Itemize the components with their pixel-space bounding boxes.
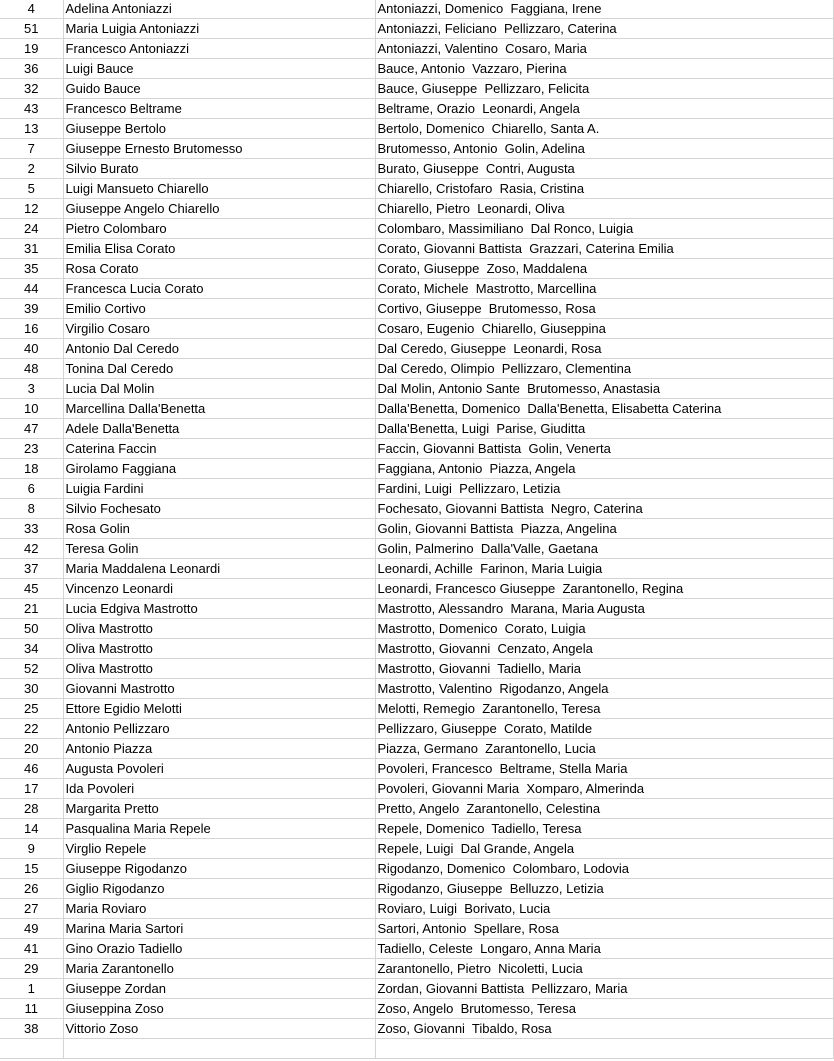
name-cell[interactable]: Pasqualina Maria Repele bbox=[63, 819, 375, 839]
name-cell[interactable]: Adele Dalla'Benetta bbox=[63, 419, 375, 439]
table-row[interactable] bbox=[0, 19, 833, 39]
table-row[interactable] bbox=[0, 639, 833, 659]
parents-cell[interactable]: Brutomesso, Antonio Golin, Adelina bbox=[375, 139, 833, 159]
parents-cell[interactable]: Repele, Domenico Tadiello, Teresa bbox=[375, 819, 833, 839]
parents-cell[interactable]: Zoso, Giovanni Tibaldo, Rosa bbox=[375, 1019, 833, 1039]
table-row[interactable] bbox=[0, 819, 833, 839]
name-cell[interactable]: Adelina Antoniazzi bbox=[63, 0, 375, 19]
parents-cell[interactable]: Mastrotto, Giovanni Tadiello, Maria bbox=[375, 659, 833, 679]
id-cell[interactable]: 51 bbox=[0, 19, 63, 39]
id-cell[interactable]: 18 bbox=[0, 459, 63, 479]
table-row[interactable] bbox=[0, 259, 833, 279]
name-cell[interactable]: Augusta Povoleri bbox=[63, 759, 375, 779]
id-cell[interactable]: 7 bbox=[0, 139, 63, 159]
id-cell[interactable]: 3 bbox=[0, 379, 63, 399]
parents-cell[interactable]: Corato, Giuseppe Zoso, Maddalena bbox=[375, 259, 833, 279]
table-row[interactable] bbox=[0, 399, 833, 419]
table-row[interactable] bbox=[0, 39, 833, 59]
id-cell[interactable]: 9 bbox=[0, 839, 63, 859]
name-cell[interactable]: Francesco Beltrame bbox=[63, 99, 375, 119]
name-cell[interactable]: Tonina Dal Ceredo bbox=[63, 359, 375, 379]
id-cell[interactable]: 48 bbox=[0, 359, 63, 379]
id-cell[interactable]: 39 bbox=[0, 299, 63, 319]
id-cell[interactable]: 49 bbox=[0, 919, 63, 939]
name-cell[interactable]: Giglio Rigodanzo bbox=[63, 879, 375, 899]
id-cell[interactable]: 25 bbox=[0, 699, 63, 719]
name-cell[interactable]: Giuseppe Rigodanzo bbox=[63, 859, 375, 879]
id-cell[interactable]: 1 bbox=[0, 979, 63, 999]
id-cell[interactable]: 14 bbox=[0, 819, 63, 839]
parents-cell[interactable]: Melotti, Remegio Zarantonello, Teresa bbox=[375, 699, 833, 719]
name-cell[interactable]: Luigi Mansueto Chiarello bbox=[63, 179, 375, 199]
name-cell[interactable]: Girolamo Faggiana bbox=[63, 459, 375, 479]
parents-cell[interactable]: Golin, Palmerino Dalla'Valle, Gaetana bbox=[375, 539, 833, 559]
parents-cell[interactable]: Sartori, Antonio Spellare, Rosa bbox=[375, 919, 833, 939]
id-cell[interactable]: 41 bbox=[0, 939, 63, 959]
name-cell[interactable]: Maria Maddalena Leonardi bbox=[63, 559, 375, 579]
table-row[interactable] bbox=[0, 879, 833, 899]
id-cell[interactable] bbox=[0, 1039, 63, 1059]
parents-cell[interactable]: Tadiello, Celeste Longaro, Anna Maria bbox=[375, 939, 833, 959]
parents-cell[interactable]: Povoleri, Francesco Beltrame, Stella Maria bbox=[375, 759, 833, 779]
parents-cell[interactable]: Bauce, Antonio Vazzaro, Pierina bbox=[375, 59, 833, 79]
parents-cell[interactable]: Povoleri, Giovanni Maria Xomparo, Almerinda bbox=[375, 779, 833, 799]
table-row[interactable] bbox=[0, 739, 833, 759]
table-row[interactable] bbox=[0, 179, 833, 199]
parents-cell[interactable]: Leonardi, Francesco Giuseppe Zarantonello, Regina bbox=[375, 579, 833, 599]
table-row[interactable] bbox=[0, 219, 833, 239]
name-cell[interactable]: Giuseppina Zoso bbox=[63, 999, 375, 1019]
table-row[interactable] bbox=[0, 1019, 833, 1039]
table-row[interactable] bbox=[0, 759, 833, 779]
id-cell[interactable]: 44 bbox=[0, 279, 63, 299]
table-row[interactable] bbox=[0, 579, 833, 599]
parents-cell[interactable]: Roviaro, Luigi Borivato, Lucia bbox=[375, 899, 833, 919]
parents-cell[interactable]: Burato, Giuseppe Contri, Augusta bbox=[375, 159, 833, 179]
table-row[interactable] bbox=[0, 699, 833, 719]
id-cell[interactable]: 47 bbox=[0, 419, 63, 439]
id-cell[interactable]: 16 bbox=[0, 319, 63, 339]
id-cell[interactable]: 26 bbox=[0, 879, 63, 899]
id-cell[interactable]: 4 bbox=[0, 0, 63, 19]
table-row[interactable] bbox=[0, 659, 833, 679]
id-cell[interactable]: 11 bbox=[0, 999, 63, 1019]
parents-cell[interactable]: Chiarello, Cristofaro Rasia, Cristina bbox=[375, 179, 833, 199]
name-cell[interactable]: Giuseppe Bertolo bbox=[63, 119, 375, 139]
parents-cell[interactable]: Bauce, Giuseppe Pellizzaro, Felicita bbox=[375, 79, 833, 99]
name-cell[interactable]: Guido Bauce bbox=[63, 79, 375, 99]
parents-cell[interactable]: Rigodanzo, Domenico Colombaro, Lodovia bbox=[375, 859, 833, 879]
table-row[interactable] bbox=[0, 359, 833, 379]
id-cell[interactable]: 38 bbox=[0, 1019, 63, 1039]
table-row[interactable] bbox=[0, 79, 833, 99]
name-cell[interactable]: Emilio Cortivo bbox=[63, 299, 375, 319]
parents-cell[interactable]: Antoniazzi, Feliciano Pellizzaro, Caterina bbox=[375, 19, 833, 39]
table-row[interactable] bbox=[0, 99, 833, 119]
name-cell[interactable]: Lucia Edgiva Mastrotto bbox=[63, 599, 375, 619]
table-row[interactable] bbox=[0, 919, 833, 939]
id-cell[interactable]: 31 bbox=[0, 239, 63, 259]
parents-cell[interactable]: Mastrotto, Domenico Corato, Luigia bbox=[375, 619, 833, 639]
parents-cell[interactable]: Cosaro, Eugenio Chiarello, Giuseppina bbox=[375, 319, 833, 339]
parents-cell[interactable]: Mastrotto, Alessandro Marana, Maria Augusta bbox=[375, 599, 833, 619]
name-cell[interactable]: Lucia Dal Molin bbox=[63, 379, 375, 399]
id-cell[interactable]: 52 bbox=[0, 659, 63, 679]
table-row[interactable] bbox=[0, 839, 833, 859]
name-cell[interactable]: Rosa Corato bbox=[63, 259, 375, 279]
name-cell[interactable]: Maria Roviaro bbox=[63, 899, 375, 919]
name-cell[interactable]: Giovanni Mastrotto bbox=[63, 679, 375, 699]
id-cell[interactable]: 37 bbox=[0, 559, 63, 579]
id-cell[interactable]: 30 bbox=[0, 679, 63, 699]
table-row[interactable] bbox=[0, 419, 833, 439]
id-cell[interactable]: 6 bbox=[0, 479, 63, 499]
parents-cell[interactable]: Fochesato, Giovanni Battista Negro, Caterina bbox=[375, 499, 833, 519]
table-row[interactable] bbox=[0, 239, 833, 259]
parents-cell[interactable]: Antoniazzi, Valentino Cosaro, Maria bbox=[375, 39, 833, 59]
table-row[interactable] bbox=[0, 619, 833, 639]
parents-cell[interactable]: Golin, Giovanni Battista Piazza, Angelina bbox=[375, 519, 833, 539]
id-cell[interactable]: 50 bbox=[0, 619, 63, 639]
id-cell[interactable]: 32 bbox=[0, 79, 63, 99]
parents-cell[interactable]: Piazza, Germano Zarantonello, Lucia bbox=[375, 739, 833, 759]
name-cell[interactable]: Francesco Antoniazzi bbox=[63, 39, 375, 59]
name-cell[interactable]: Giuseppe Ernesto Brutomesso bbox=[63, 139, 375, 159]
name-cell[interactable] bbox=[63, 1039, 375, 1059]
table-row[interactable] bbox=[0, 199, 833, 219]
parents-cell[interactable]: Colombaro, Massimiliano Dal Ronco, Luigia bbox=[375, 219, 833, 239]
id-cell[interactable]: 45 bbox=[0, 579, 63, 599]
parents-cell[interactable]: Repele, Luigi Dal Grande, Angela bbox=[375, 839, 833, 859]
id-cell[interactable]: 21 bbox=[0, 599, 63, 619]
id-cell[interactable]: 5 bbox=[0, 179, 63, 199]
name-cell[interactable]: Caterina Faccin bbox=[63, 439, 375, 459]
table-row[interactable] bbox=[0, 539, 833, 559]
name-cell[interactable]: Silvio Burato bbox=[63, 159, 375, 179]
id-cell[interactable]: 40 bbox=[0, 339, 63, 359]
id-cell[interactable]: 46 bbox=[0, 759, 63, 779]
parents-cell[interactable]: Leonardi, Achille Farinon, Maria Luigia bbox=[375, 559, 833, 579]
name-cell[interactable]: Gino Orazio Tadiello bbox=[63, 939, 375, 959]
parents-cell[interactable]: Corato, Giovanni Battista Grazzari, Caterina Emilia bbox=[375, 239, 833, 259]
table-row[interactable] bbox=[0, 599, 833, 619]
table-row[interactable] bbox=[0, 859, 833, 879]
name-cell[interactable]: Maria Zarantonello bbox=[63, 959, 375, 979]
name-cell[interactable]: Marcellina Dalla'Benetta bbox=[63, 399, 375, 419]
id-cell[interactable]: 23 bbox=[0, 439, 63, 459]
table-row[interactable] bbox=[0, 459, 833, 479]
name-cell[interactable]: Marina Maria Sartori bbox=[63, 919, 375, 939]
id-cell[interactable]: 20 bbox=[0, 739, 63, 759]
parents-cell[interactable]: Fardini, Luigi Pellizzaro, Letizia bbox=[375, 479, 833, 499]
table-row[interactable] bbox=[0, 559, 833, 579]
table-row[interactable] bbox=[0, 139, 833, 159]
id-cell[interactable]: 28 bbox=[0, 799, 63, 819]
parents-cell[interactable]: Mastrotto, Valentino Rigodanzo, Angela bbox=[375, 679, 833, 699]
name-cell[interactable]: Rosa Golin bbox=[63, 519, 375, 539]
name-cell[interactable]: Silvio Fochesato bbox=[63, 499, 375, 519]
name-cell[interactable]: Oliva Mastrotto bbox=[63, 639, 375, 659]
parents-cell[interactable]: Zarantonello, Pietro Nicoletti, Lucia bbox=[375, 959, 833, 979]
id-cell[interactable]: 33 bbox=[0, 519, 63, 539]
parents-cell[interactable]: Pellizzaro, Giuseppe Corato, Matilde bbox=[375, 719, 833, 739]
name-cell[interactable]: Emilia Elisa Corato bbox=[63, 239, 375, 259]
table-row[interactable] bbox=[0, 299, 833, 319]
name-cell[interactable]: Francesca Lucia Corato bbox=[63, 279, 375, 299]
name-cell[interactable]: Antonio Pellizzaro bbox=[63, 719, 375, 739]
parents-cell[interactable]: Corato, Michele Mastrotto, Marcellina bbox=[375, 279, 833, 299]
id-cell[interactable]: 29 bbox=[0, 959, 63, 979]
table-row[interactable] bbox=[0, 999, 833, 1019]
table-row[interactable] bbox=[0, 779, 833, 799]
parents-cell[interactable]: Dalla'Benetta, Luigi Parise, Giuditta bbox=[375, 419, 833, 439]
parents-cell[interactable]: Dal Ceredo, Olimpio Pellizzaro, Clementina bbox=[375, 359, 833, 379]
parents-cell[interactable]: Faccin, Giovanni Battista Golin, Venerta bbox=[375, 439, 833, 459]
id-cell[interactable]: 8 bbox=[0, 499, 63, 519]
name-cell[interactable]: Virgilio Cosaro bbox=[63, 319, 375, 339]
id-cell[interactable]: 24 bbox=[0, 219, 63, 239]
id-cell[interactable]: 19 bbox=[0, 39, 63, 59]
name-cell[interactable]: Virglio Repele bbox=[63, 839, 375, 859]
parents-cell[interactable]: Chiarello, Pietro Leonardi, Oliva bbox=[375, 199, 833, 219]
id-cell[interactable]: 17 bbox=[0, 779, 63, 799]
table-row[interactable] bbox=[0, 339, 833, 359]
parents-cell[interactable]: Rigodanzo, Giuseppe Belluzzo, Letizia bbox=[375, 879, 833, 899]
id-cell[interactable]: 34 bbox=[0, 639, 63, 659]
name-cell[interactable]: Margarita Pretto bbox=[63, 799, 375, 819]
name-cell[interactable]: Antonio Dal Ceredo bbox=[63, 339, 375, 359]
table-row[interactable] bbox=[0, 519, 833, 539]
name-cell[interactable]: Pietro Colombaro bbox=[63, 219, 375, 239]
parents-cell[interactable] bbox=[375, 1039, 833, 1059]
name-cell[interactable]: Teresa Golin bbox=[63, 539, 375, 559]
name-cell[interactable]: Antonio Piazza bbox=[63, 739, 375, 759]
parents-cell[interactable]: Dal Molin, Antonio Sante Brutomesso, Anastasia bbox=[375, 379, 833, 399]
name-cell[interactable]: Ettore Egidio Melotti bbox=[63, 699, 375, 719]
table-row[interactable] bbox=[0, 499, 833, 519]
parents-cell[interactable]: Antoniazzi, Domenico Faggiana, Irene bbox=[375, 0, 833, 19]
parents-cell[interactable]: Faggiana, Antonio Piazza, Angela bbox=[375, 459, 833, 479]
name-cell[interactable]: Luigia Fardini bbox=[63, 479, 375, 499]
table-row[interactable] bbox=[0, 719, 833, 739]
table-row[interactable] bbox=[0, 279, 833, 299]
table-row[interactable] bbox=[0, 959, 833, 979]
table-row[interactable] bbox=[0, 59, 833, 79]
table-row[interactable] bbox=[0, 899, 833, 919]
parents-cell[interactable]: Beltrame, Orazio Leonardi, Angela bbox=[375, 99, 833, 119]
name-cell[interactable]: Oliva Mastrotto bbox=[63, 619, 375, 639]
parents-cell[interactable]: Mastrotto, Giovanni Cenzato, Angela bbox=[375, 639, 833, 659]
table-row[interactable] bbox=[0, 319, 833, 339]
table-row[interactable] bbox=[0, 979, 833, 999]
parents-cell[interactable]: Dalla'Benetta, Domenico Dalla'Benetta, Elisabetta Caterina bbox=[375, 399, 833, 419]
table-row[interactable] bbox=[0, 379, 833, 399]
name-cell[interactable]: Giuseppe Angelo Chiarello bbox=[63, 199, 375, 219]
id-cell[interactable]: 35 bbox=[0, 259, 63, 279]
id-cell[interactable]: 22 bbox=[0, 719, 63, 739]
id-cell[interactable]: 43 bbox=[0, 99, 63, 119]
name-cell[interactable]: Luigi Bauce bbox=[63, 59, 375, 79]
name-cell[interactable]: Oliva Mastrotto bbox=[63, 659, 375, 679]
table-row[interactable] bbox=[0, 119, 833, 139]
table-row[interactable] bbox=[0, 479, 833, 499]
id-cell[interactable]: 27 bbox=[0, 899, 63, 919]
id-cell[interactable]: 10 bbox=[0, 399, 63, 419]
table-row[interactable] bbox=[0, 939, 833, 959]
table-row[interactable] bbox=[0, 439, 833, 459]
id-cell[interactable]: 2 bbox=[0, 159, 63, 179]
table-row[interactable] bbox=[0, 1039, 833, 1059]
table-row[interactable] bbox=[0, 679, 833, 699]
name-cell[interactable]: Ida Povoleri bbox=[63, 779, 375, 799]
parents-cell[interactable]: Bertolo, Domenico Chiarello, Santa A. bbox=[375, 119, 833, 139]
id-cell[interactable]: 15 bbox=[0, 859, 63, 879]
name-cell[interactable]: Vittorio Zoso bbox=[63, 1019, 375, 1039]
parents-cell[interactable]: Zordan, Giovanni Battista Pellizzaro, Maria bbox=[375, 979, 833, 999]
id-cell[interactable]: 12 bbox=[0, 199, 63, 219]
id-cell[interactable]: 36 bbox=[0, 59, 63, 79]
table-row[interactable] bbox=[0, 159, 833, 179]
table-row[interactable] bbox=[0, 0, 833, 19]
name-cell[interactable]: Vincenzo Leonardi bbox=[63, 579, 375, 599]
name-cell[interactable]: Maria Luigia Antoniazzi bbox=[63, 19, 375, 39]
id-cell[interactable]: 42 bbox=[0, 539, 63, 559]
parents-cell[interactable]: Pretto, Angelo Zarantonello, Celestina bbox=[375, 799, 833, 819]
id-cell[interactable]: 13 bbox=[0, 119, 63, 139]
parents-cell[interactable]: Zoso, Angelo Brutomesso, Teresa bbox=[375, 999, 833, 1019]
table-row[interactable] bbox=[0, 799, 833, 819]
parents-cell[interactable]: Dal Ceredo, Giuseppe Leonardi, Rosa bbox=[375, 339, 833, 359]
parents-cell[interactable]: Cortivo, Giuseppe Brutomesso, Rosa bbox=[375, 299, 833, 319]
name-cell[interactable]: Giuseppe Zordan bbox=[63, 979, 375, 999]
